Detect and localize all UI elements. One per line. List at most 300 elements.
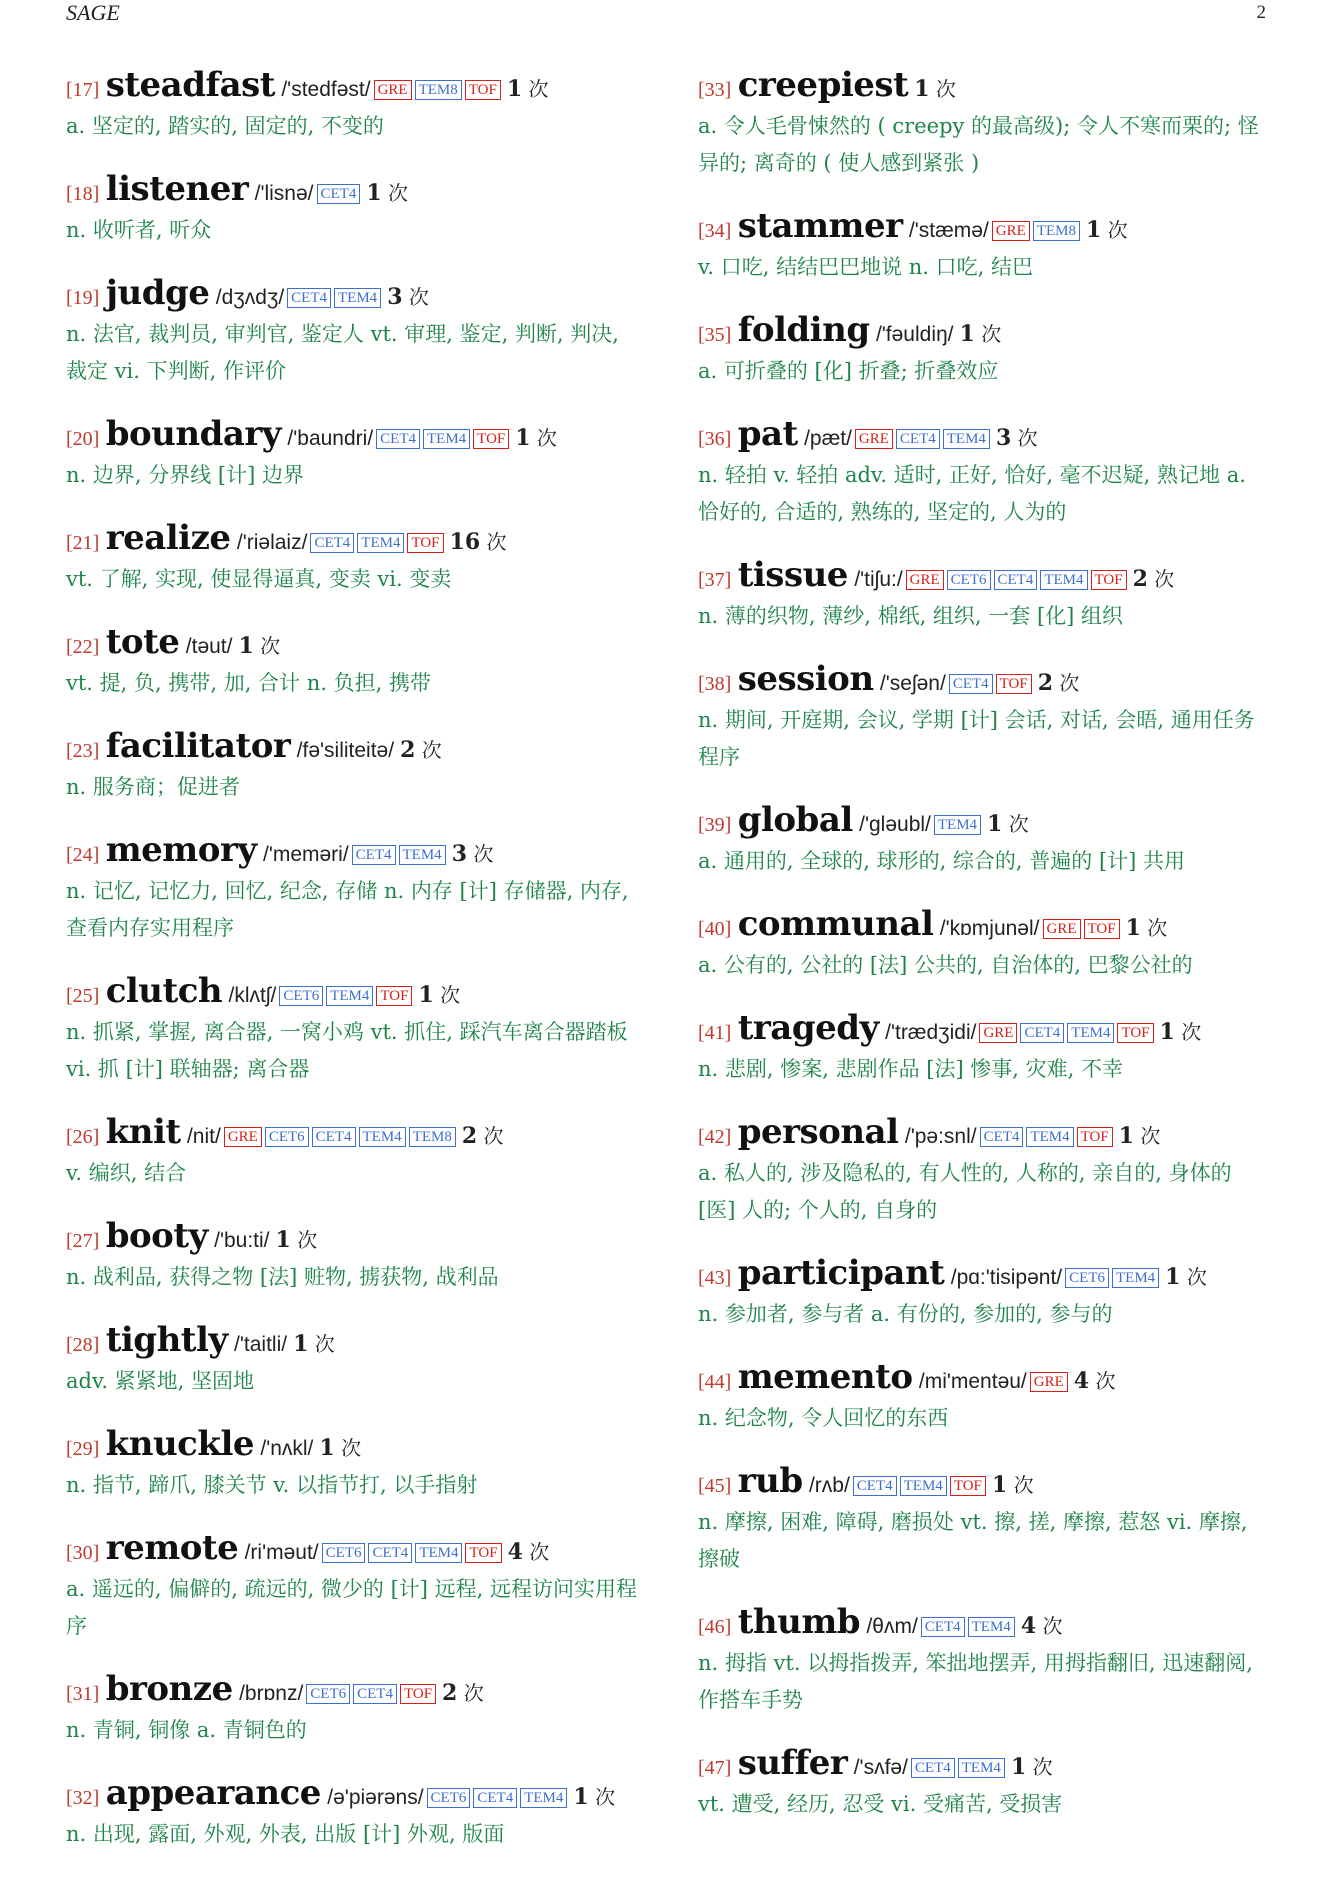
count-unit: 次 xyxy=(297,1228,318,1252)
vocab-entry xyxy=(698,1743,1270,1823)
vocab-entry xyxy=(66,1112,638,1192)
occurrence-count xyxy=(366,181,408,205)
occurrence-count xyxy=(960,322,1002,346)
entry-phonetic: /brɒnz/ xyxy=(239,1682,304,1705)
entry-number: [41] xyxy=(698,1022,732,1044)
exam-tag: TEM4 xyxy=(1067,1023,1114,1043)
entry-number: [38] xyxy=(698,673,732,695)
exam-tag: TEM4 xyxy=(399,845,446,865)
occurrence-count xyxy=(387,285,429,309)
page-number: 2 xyxy=(1256,2,1266,23)
exam-tag: GRE xyxy=(992,221,1030,241)
occurrence-count xyxy=(462,1124,504,1148)
occurrence-count xyxy=(914,77,956,101)
entry-word: appearance xyxy=(105,1773,321,1813)
count-number: 1 xyxy=(418,982,434,1008)
exam-tag: TOF xyxy=(996,674,1032,694)
exam-tag: TEM4 xyxy=(943,429,990,449)
entry-number: [45] xyxy=(698,1475,732,1497)
count-number: 2 xyxy=(1132,566,1148,592)
exam-tag: TEM8 xyxy=(1033,221,1080,241)
occurrence-count xyxy=(1011,1755,1053,1779)
vocab-entry xyxy=(698,904,1270,984)
entry-phonetic: /'taitli/ xyxy=(234,1333,288,1356)
occurrence-count xyxy=(293,1332,335,1356)
entry-phonetic: /nit/ xyxy=(186,1125,221,1148)
right-column xyxy=(698,65,1270,1847)
entry-headline xyxy=(66,1112,638,1157)
occurrence-count xyxy=(1160,1020,1202,1044)
vocab-entry xyxy=(698,800,1270,880)
entry-number: [21] xyxy=(66,532,100,554)
vocab-entry xyxy=(66,1424,638,1504)
entry-word: knuckle xyxy=(105,1424,254,1464)
count-unit: 次 xyxy=(463,1681,484,1705)
entry-definition: n. 纪念物, 令人回忆的东西 xyxy=(698,1406,949,1430)
vocab-entry xyxy=(66,830,638,947)
entry-phonetic: /pæt/ xyxy=(804,427,852,450)
entry-number: [24] xyxy=(66,844,100,866)
entry-definition: n. 服务商；促进者 xyxy=(66,775,240,799)
entry-word: memento xyxy=(737,1357,913,1397)
entry-headline xyxy=(698,800,1270,845)
entry-headline xyxy=(66,1216,638,1261)
vocab-entry xyxy=(66,1669,638,1749)
entry-definition: a. 通用的, 全球的, 球形的, 综合的, 普遍的 [计] 共用 xyxy=(698,849,1186,873)
count-unit: 次 xyxy=(528,77,549,101)
entry-word: thumb xyxy=(737,1602,861,1642)
exam-tag: TOF xyxy=(465,80,501,100)
count-unit: 次 xyxy=(1042,1614,1063,1638)
header-title: SAGE xyxy=(66,0,120,25)
entry-headline xyxy=(698,1008,1270,1053)
occurrence-count xyxy=(515,426,557,450)
entry-word: tragedy xyxy=(737,1008,879,1048)
occurrence-count xyxy=(1119,1124,1161,1148)
entry-headline xyxy=(698,1461,1270,1506)
entry-headline xyxy=(698,659,1270,704)
vocab-entry xyxy=(66,1320,638,1400)
entry-definition: n. 期间, 开庭期, 会议, 学期 [计] 会话, 对话, 会晤, 通用任务程序 xyxy=(698,708,1255,769)
count-number: 1 xyxy=(366,180,382,206)
exam-tag: TEM4 xyxy=(520,1788,567,1808)
entry-word: pat xyxy=(737,414,798,454)
count-number: 4 xyxy=(1020,1613,1037,1639)
exam-tag: GRE xyxy=(224,1127,262,1147)
count-unit: 次 xyxy=(1013,1473,1034,1497)
entry-phonetic: /ə'piərəns/ xyxy=(327,1786,424,1809)
occurrence-count xyxy=(442,1681,484,1705)
vocab-entry xyxy=(698,310,1270,390)
entry-headline xyxy=(66,726,638,771)
entry-headline xyxy=(698,1112,1270,1157)
entry-number: [39] xyxy=(698,814,732,836)
entry-number: [44] xyxy=(698,1371,732,1393)
vocab-entry xyxy=(66,169,638,249)
left-column xyxy=(66,65,638,1877)
exam-tag: CET4 xyxy=(287,288,331,308)
entry-number: [28] xyxy=(66,1334,100,1356)
exam-tag: CET6 xyxy=(322,1543,366,1563)
entry-phonetic: /'baundri/ xyxy=(287,427,374,450)
entry-word: facilitator xyxy=(105,726,291,766)
occurrence-count xyxy=(573,1785,615,1809)
entry-definition: v. 口吃, 结结巴巴地说 n. 口吃, 结巴 xyxy=(698,255,1033,279)
exam-tag: GRE xyxy=(906,570,944,590)
count-unit: 次 xyxy=(529,1540,550,1564)
exam-tag: TEM4 xyxy=(1026,1127,1073,1147)
entry-headline xyxy=(66,971,638,1016)
entry-phonetic: /θʌm/ xyxy=(866,1615,918,1638)
entry-phonetic: /'nʌkl/ xyxy=(260,1437,314,1460)
vocab-entry xyxy=(66,1528,638,1645)
entry-phonetic: /'riəlaiz/ xyxy=(236,531,308,554)
exam-tag: GRE xyxy=(1030,1372,1068,1392)
entry-headline xyxy=(66,1773,638,1818)
vocab-entry xyxy=(66,65,638,145)
occurrence-count xyxy=(507,77,549,101)
count-number: 1 xyxy=(959,321,975,347)
vocab-entry xyxy=(66,726,638,806)
count-number: 1 xyxy=(914,76,930,102)
entry-phonetic: /dʒʌdʒ/ xyxy=(215,286,285,309)
exam-tag: TEM4 xyxy=(334,288,381,308)
entry-number: [18] xyxy=(66,183,100,205)
exam-tag: CET4 xyxy=(949,674,993,694)
exam-tag: TEM4 xyxy=(900,1476,947,1496)
entry-definition: n. 法官, 裁判员, 审判官, 鉴定人 vt. 审理, 鉴定, 判断, 判决, 裁定 vi. 下判断, 作评价 xyxy=(66,322,619,383)
count-number: 2 xyxy=(442,1680,458,1706)
exam-tag: TEM4 xyxy=(359,1127,406,1147)
entry-definition: vt. 了解, 实现, 使显得逼真, 变卖 vi. 变卖 xyxy=(66,567,452,591)
entry-number: [19] xyxy=(66,287,100,309)
count-number: 1 xyxy=(1125,915,1141,941)
entry-word: global xyxy=(737,800,853,840)
entry-definition: n. 拇指 vt. 以拇指拨弄, 笨拙地摆弄, 用拇指翻旧, 迅速翻阅, 作搭车手势 xyxy=(698,1651,1253,1712)
entry-word: rub xyxy=(737,1461,803,1501)
entry-number: [47] xyxy=(698,1757,732,1779)
occurrence-count xyxy=(238,634,280,658)
count-number: 16 xyxy=(449,529,481,555)
entry-definition: a. 公有的, 公社的 [法] 公共的, 自治体的, 巴黎公社的 xyxy=(698,953,1193,977)
exam-tag: TOF xyxy=(1077,1127,1113,1147)
count-number: 3 xyxy=(995,425,1012,451)
entry-number: [31] xyxy=(66,1683,100,1705)
entry-definition: n. 记忆, 记忆力, 回忆, 纪念, 存储 n. 内存 [计] 存储器, 内存, 查看内存实用程序 xyxy=(66,879,629,940)
count-number: 1 xyxy=(987,811,1003,837)
entry-definition: a. 坚定的, 踏实的, 固定的, 不变的 xyxy=(66,114,384,138)
count-number: 1 xyxy=(1118,1123,1134,1149)
entry-phonetic: /mi'mentəu/ xyxy=(918,1370,1027,1393)
count-unit: 次 xyxy=(473,842,494,866)
occurrence-count xyxy=(1074,1369,1116,1393)
exam-tag: CET6 xyxy=(427,1788,471,1808)
entry-number: [40] xyxy=(698,918,732,940)
count-number: 1 xyxy=(238,633,254,659)
entry-definition: n. 边界, 分界线 [计] 边界 xyxy=(66,463,304,487)
exam-tag: CET4 xyxy=(921,1617,965,1637)
count-number: 1 xyxy=(1085,217,1102,243)
count-unit: 次 xyxy=(1140,1124,1161,1148)
entry-word: clutch xyxy=(105,971,223,1011)
exam-tag: CET6 xyxy=(265,1127,309,1147)
count-number: 3 xyxy=(387,284,403,310)
entry-word: session xyxy=(737,659,874,699)
entry-definition: n. 轻拍 v. 轻拍 adv. 适时, 正好, 恰好, 毫不迟疑, 熟记地 a. 恰好的, 合适的, 熟练的, 坚定的, 人为的 xyxy=(698,463,1246,524)
occurrence-count xyxy=(1038,671,1080,695)
occurrence-count xyxy=(276,1228,318,1252)
exam-tag: TOF xyxy=(465,1543,501,1563)
occurrence-count xyxy=(987,812,1029,836)
occurrence-count xyxy=(452,842,494,866)
entry-phonetic: /ri'məut/ xyxy=(244,1541,319,1564)
entry-number: [36] xyxy=(698,428,732,450)
exam-tag: TEM4 xyxy=(326,986,373,1006)
entry-word: booty xyxy=(105,1216,208,1256)
vocab-entry xyxy=(698,1008,1270,1088)
entry-definition: n. 指节, 蹄爪, 膝关节 v. 以指节打, 以手指射 xyxy=(66,1473,478,1497)
entry-definition: vt. 提, 负, 携带, 加, 合计 n. 负担, 携带 xyxy=(66,671,431,695)
exam-tag: CET4 xyxy=(376,429,420,449)
vocab-entry xyxy=(66,273,638,390)
entry-headline xyxy=(66,65,638,110)
entry-definition: a. 遥远的, 偏僻的, 疏远的, 微少的 [计] 远程, 远程访问实用程序 xyxy=(66,1577,638,1638)
exam-tag: TEM4 xyxy=(958,1758,1005,1778)
entry-phonetic: /klʌtʃ/ xyxy=(228,984,277,1007)
vocab-entry xyxy=(698,1461,1270,1578)
entry-headline xyxy=(698,1357,1270,1402)
exam-tag: GRE xyxy=(855,429,893,449)
entry-definition: n. 抓紧, 掌握, 离合器, 一窝小鸡 vt. 抓住, 踩汽车离合器踏板 vi. 抓 [计] 联轴器; 离合器 xyxy=(66,1020,628,1081)
entry-headline xyxy=(66,518,638,563)
count-number: 3 xyxy=(451,841,467,867)
exam-tag: TOF xyxy=(950,1476,986,1496)
entry-number: [33] xyxy=(698,79,732,101)
vocab-entry xyxy=(698,555,1270,635)
entry-phonetic: /'lisnə/ xyxy=(254,182,314,205)
count-unit: 次 xyxy=(1147,916,1168,940)
exam-tag: TEM8 xyxy=(409,1127,456,1147)
entry-definition: vt. 遭受, 经历, 忍受 vi. 受痛苦, 受损害 xyxy=(698,1792,1063,1816)
entry-number: [17] xyxy=(66,79,100,101)
occurrence-count xyxy=(1126,916,1168,940)
entry-word: creepiest xyxy=(737,65,909,105)
count-unit: 次 xyxy=(1008,812,1029,836)
entry-phonetic: /'trædʒidi/ xyxy=(885,1021,977,1044)
entry-number: [32] xyxy=(66,1787,100,1809)
count-number: 1 xyxy=(1159,1019,1175,1045)
entry-word: judge xyxy=(105,273,210,313)
entry-word: listener xyxy=(105,169,249,209)
entry-phonetic: /'pə:snl/ xyxy=(904,1125,977,1148)
entry-definition: a. 私人的, 涉及隐私的, 有人性的, 人称的, 亲自的, 身体的 [医] 人的; 个人的, 自身的 xyxy=(698,1161,1232,1222)
exam-tag: TOF xyxy=(1091,570,1127,590)
count-number: 2 xyxy=(1037,670,1054,696)
entry-headline xyxy=(698,1743,1270,1788)
entry-word: remote xyxy=(105,1528,239,1568)
count-number: 1 xyxy=(573,1784,589,1810)
entry-headline xyxy=(698,414,1270,459)
entry-definition: n. 参加者, 参与者 a. 有份的, 参加的, 参与的 xyxy=(698,1302,1113,1326)
count-number: 2 xyxy=(400,737,416,763)
exam-tag: TEM4 xyxy=(934,815,981,835)
entry-word: memory xyxy=(105,830,257,870)
count-unit: 次 xyxy=(595,1785,616,1809)
entry-headline xyxy=(66,1320,638,1365)
count-unit: 次 xyxy=(421,738,442,762)
vocab-entry xyxy=(66,1773,638,1853)
occurrence-count xyxy=(450,530,507,554)
vocab-entry xyxy=(66,622,638,702)
entry-phonetic: /fə'siliteitə/ xyxy=(296,739,395,762)
count-unit: 次 xyxy=(1154,567,1175,591)
vocab-entry xyxy=(66,414,638,494)
entry-definition: a. 可折叠的 [化] 折叠; 折叠效应 xyxy=(698,359,999,383)
entry-phonetic: /'gləubl/ xyxy=(859,813,931,836)
entry-phonetic: /'tiʃu:/ xyxy=(854,568,903,591)
entry-headline xyxy=(66,1528,638,1573)
entry-definition: n. 摩擦, 困难, 障碍, 磨损处 vt. 擦, 搓, 摩擦, 惹怒 vi. 摩擦, 擦破 xyxy=(698,1510,1248,1571)
exam-tag: CET4 xyxy=(980,1127,1024,1147)
entry-definition: n. 薄的织物, 薄纱, 棉纸, 组织, 一套 [化] 组织 xyxy=(698,604,1124,628)
count-unit: 次 xyxy=(1017,426,1038,450)
entry-phonetic: /'meməri/ xyxy=(262,843,349,866)
entry-word: boundary xyxy=(105,414,282,454)
entry-phonetic: /pɑ:'tisipənt/ xyxy=(950,1266,1063,1289)
count-unit: 次 xyxy=(1032,1755,1053,1779)
entry-headline xyxy=(66,1669,638,1714)
entry-phonetic: /'kɒmjunəl/ xyxy=(939,917,1040,940)
entry-number: [25] xyxy=(66,985,100,1007)
vocab-entry xyxy=(698,65,1270,182)
entry-definition: a. 令人毛骨悚然的 ( creepy 的最高级); 令人不寒而栗的; 怪异的; 离奇的 ( 使人感到紧张 ) xyxy=(698,114,1259,175)
count-number: 4 xyxy=(507,1539,523,1565)
exam-tag: CET4 xyxy=(853,1476,897,1496)
entry-word: personal xyxy=(737,1112,899,1152)
vocab-entry xyxy=(698,1357,1270,1437)
vocab-entry xyxy=(698,1253,1270,1333)
entry-word: suffer xyxy=(737,1743,848,1783)
exam-tag: CET6 xyxy=(1065,1268,1109,1288)
exam-tag: CET4 xyxy=(352,845,396,865)
entry-number: [37] xyxy=(698,569,732,591)
entry-phonetic: /'stæmə/ xyxy=(908,219,989,242)
occurrence-count xyxy=(1165,1265,1207,1289)
entry-headline xyxy=(66,1424,638,1469)
exam-tag: TOF xyxy=(376,986,412,1006)
entry-definition: n. 收听者, 听众 xyxy=(66,218,212,242)
entry-headline xyxy=(698,65,1270,110)
count-number: 2 xyxy=(461,1123,478,1149)
vocab-entry xyxy=(698,414,1270,531)
entry-number: [46] xyxy=(698,1616,732,1638)
count-unit: 次 xyxy=(341,1436,362,1460)
entry-phonetic: /rʌb/ xyxy=(808,1474,850,1497)
entry-word: tissue xyxy=(737,555,848,595)
occurrence-count xyxy=(1021,1614,1063,1638)
entry-word: bronze xyxy=(105,1669,233,1709)
occurrence-count xyxy=(992,1473,1034,1497)
entry-headline xyxy=(698,1602,1270,1647)
exam-tag: GRE xyxy=(1043,919,1081,939)
entry-number: [23] xyxy=(66,740,100,762)
entry-headline xyxy=(66,414,638,459)
exam-tag: GRE xyxy=(979,1023,1017,1043)
exam-tag: TEM4 xyxy=(423,429,470,449)
occurrence-count xyxy=(1086,218,1128,242)
exam-tag: TEM4 xyxy=(968,1617,1015,1637)
count-number: 1 xyxy=(515,425,531,451)
vocab-entry xyxy=(698,1602,1270,1719)
entry-word: tightly xyxy=(105,1320,228,1360)
exam-tag: TEM4 xyxy=(1112,1268,1159,1288)
occurrence-count xyxy=(319,1436,361,1460)
entry-definition: adv. 紧紧地, 坚固地 xyxy=(66,1369,255,1393)
entry-phonetic: /'bu:ti/ xyxy=(214,1229,270,1252)
count-unit: 次 xyxy=(1095,1369,1116,1393)
entry-definition: n. 战利品, 获得之物 [法] 赃物, 掳获物, 战利品 xyxy=(66,1265,499,1289)
entry-number: [43] xyxy=(698,1267,732,1289)
entry-phonetic: /'stedfəst/ xyxy=(281,78,371,101)
occurrence-count xyxy=(418,983,460,1007)
entry-number: [42] xyxy=(698,1126,732,1148)
entry-phonetic: /'fəuldiŋ/ xyxy=(875,323,954,346)
exam-tag: TOF xyxy=(473,429,509,449)
count-unit: 次 xyxy=(408,285,429,309)
entry-headline xyxy=(66,830,638,875)
entry-headline xyxy=(698,1253,1270,1298)
exam-tag: TEM8 xyxy=(415,80,462,100)
entry-word: knit xyxy=(105,1112,181,1152)
exam-tag: GRE xyxy=(374,80,412,100)
entry-definition: v. 编织, 结合 xyxy=(66,1161,187,1185)
entry-definition: n. 悲剧, 惨案, 悲剧作品 [法] 惨事, 灾难, 不幸 xyxy=(698,1057,1124,1081)
entry-word: steadfast xyxy=(105,65,275,105)
exam-tag: CET4 xyxy=(353,1684,397,1704)
exam-tag: CET4 xyxy=(1020,1023,1064,1043)
occurrence-count xyxy=(996,426,1038,450)
entry-definition: n. 青铜, 铜像 a. 青铜色的 xyxy=(66,1718,307,1742)
exam-tag: TEM4 xyxy=(357,533,404,553)
count-unit: 次 xyxy=(314,1332,335,1356)
count-unit: 次 xyxy=(1186,1265,1207,1289)
exam-tag: CET6 xyxy=(947,570,991,590)
count-number: 1 xyxy=(991,1472,1008,1498)
entry-word: folding xyxy=(737,310,870,350)
entry-headline xyxy=(66,622,638,667)
exam-tag: TOF xyxy=(1084,919,1120,939)
entry-number: [26] xyxy=(66,1126,100,1148)
vocab-entry xyxy=(66,971,638,1088)
count-unit: 次 xyxy=(483,1124,504,1148)
count-number: 1 xyxy=(1165,1264,1181,1290)
entry-word: participant xyxy=(737,1253,945,1293)
vocab-entry xyxy=(66,518,638,598)
entry-headline xyxy=(698,904,1270,949)
exam-tag: CET4 xyxy=(473,1788,517,1808)
entry-word: realize xyxy=(105,518,231,558)
count-number: 1 xyxy=(506,76,523,102)
vocab-entry xyxy=(698,1112,1270,1229)
vocab-entry xyxy=(698,206,1270,286)
exam-tag: TOF xyxy=(407,533,443,553)
count-unit: 次 xyxy=(1107,218,1128,242)
count-number: 1 xyxy=(319,1435,335,1461)
entry-phonetic: /'seʃən/ xyxy=(879,672,946,695)
occurrence-count xyxy=(508,1540,550,1564)
count-unit: 次 xyxy=(981,322,1002,346)
entry-number: [35] xyxy=(698,324,732,346)
